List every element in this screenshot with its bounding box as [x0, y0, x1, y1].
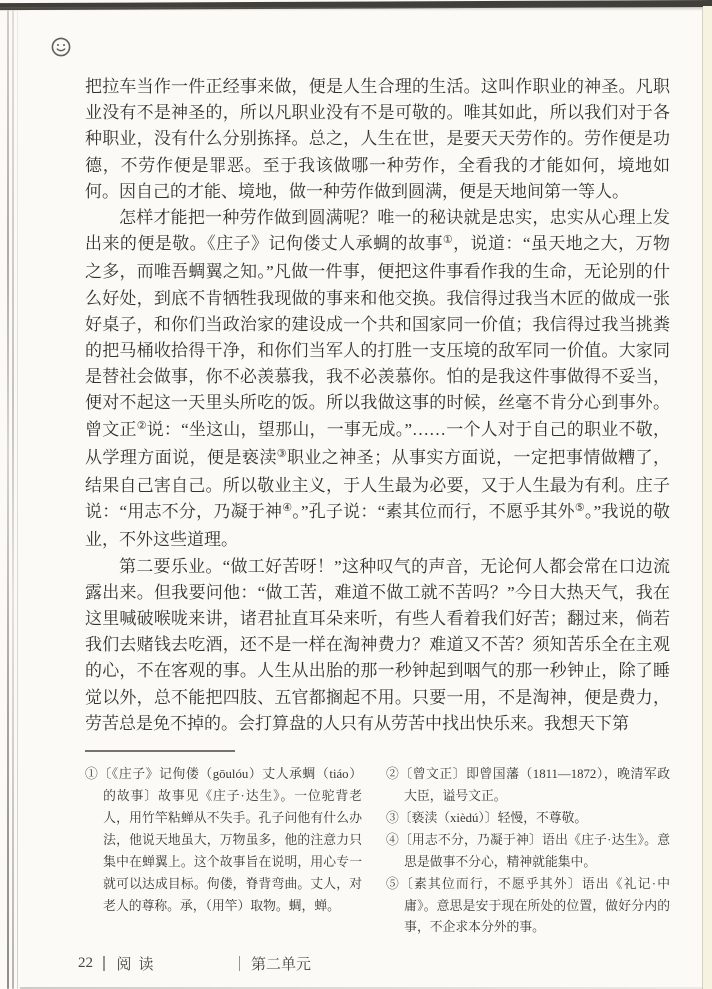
footnote-reference: ①	[442, 234, 454, 247]
text-run: ，说道：“虽天地之大，万物之多，而唯吾蜩翼之知。”凡做一件事，便把这件事看作我的生命，无论别的什么好处，到底不肯牺牲我现做的事来和他交换。我信得过我当木匠的做成一张好桌子，和你们当政治家的建设成一个共和国家同一价值；我信得过我当挑粪的把马桶收拾得干净，和你们当军人的打胜一支压境的敌军同一价值。大家同是替社会做事，你不必羡慕我，我不必羡慕你。怕的是我这件事做得不妥当，便对不起这一天里头所吃的饭。所以我做这事的时候，丝毫不肯分心到事外。曾文正	[85, 234, 671, 439]
scan-top-edge-shadow	[0, 7, 712, 11]
footnotes-right-column	[386, 764, 670, 939]
footnote-item: ③〔亵渎（xièdú）〕轻慢，不尊敬。	[386, 810, 588, 825]
footnote-item: ⑤〔素其位而行，不愿乎其外〕语出《礼记·中庸》。意思是安于现在所处的位置，做好分内的事，不企求本分外的事。	[386, 876, 670, 935]
footnote-reference: ⑤	[574, 502, 585, 515]
book-binding-edge	[12, 10, 14, 989]
text-run: 职业之神圣；从事实方面说，一定把事情做糟了，结果自己害自己。所以敬业主义，于人生最为必要，又于人生最为有利。庄子说：“用志不分，乃凝于神	[85, 447, 671, 522]
body-text	[85, 74, 670, 737]
footnote-reference: ④	[282, 502, 293, 515]
page-right-edge	[702, 7, 704, 989]
footer-divider	[239, 956, 241, 971]
scan-right-strip	[703, 6, 712, 989]
footnotes-left-column	[85, 764, 362, 939]
footer-unit-label: 第二单元	[251, 957, 312, 973]
text-run: 把拉车当作一件正经事来做，便是人生合理的生活。这叫作职业的神圣。凡职业没有不是神圣的，所以凡职业没有不是可敬的。唯其如此，所以我们对于各种职业，没有什么分别拣择。总之，人生在世，是要天天劳作的。劳作便是功德，不劳作便是罪恶。至于我该做哪一种劳作，全看我的才能如何，境地如何。因自己的才能、境地，做一种劳作做到圆满，便是天地间第一等人。	[85, 77, 670, 201]
footnote-reference: ②	[136, 419, 147, 432]
text-run: 。”孔子说：“素其位而行，不愿乎其外	[292, 502, 575, 522]
text-run: 怎样才能把一种劳作做到圆满呢？唯一的秘诀就是忠实，忠实从心理上发出来的便是敬。《庄子》记佝偻丈人承蜩的故事	[85, 208, 670, 254]
footnotes	[85, 764, 670, 939]
footnote-item: ①〔《庄子》记佝偻（gōulóu）丈人承蜩（tiáo）的故事〕故事见《庄子·达生》。一位驼背老人，用竹竿粘蝉从不失手。孔子问他有什么办法，他说天地虽大，万物虽多，他的注意力只集中在蝉翼上。这个故事旨在说明，用心专一就可以达成目标。佝偻，脊背弯曲。丈人，对老人的尊称。承，（用竿）取物。蜩，蝉。	[85, 767, 362, 913]
text-run: 。”我说的敬业，不外这些道理。	[85, 502, 671, 550]
text-run: 说：“坐这山，望那山，一事无成。”……一个人对于自己的职业不敬，从学理方面说，便是亵渎	[85, 419, 671, 467]
smiley-face-icon	[50, 36, 72, 58]
page-number: 22	[78, 955, 93, 971]
footnote-reference: ③	[276, 447, 287, 460]
book-binding-edge	[7, 10, 9, 989]
body-paragraph	[85, 74, 670, 205]
body-paragraph	[85, 554, 670, 737]
book-binding-edge	[17, 10, 18, 989]
body-paragraph	[85, 205, 670, 554]
footnote-item: ④〔用志不分，乃凝于神〕语出《庄子·达生》。意思是做事不分心，精神就能集中。	[386, 832, 670, 869]
page-footer	[78, 953, 311, 974]
footer-section-label: 阅读	[116, 957, 161, 973]
footer-divider	[103, 956, 105, 971]
text-run: 第二要乐业。“做工好苦呀！”这种叹气的声音，无论何人都会常在口边流露出来。但我要问他：“做工苦，难道不做工就不苦吗？”今日大热天气，我在这里喊破喉咙来讲，诸君扯直耳朵来听，有些人看着我们好苦；翻过来，倘若我们去赌钱去吃酒，还不是一样在淘神费力？难道又不苦？须知苦乐全在主观的心，不在客观的事。人生从出胎的那一秒钟起到咽气的那一秒钟止，除了睡觉以外，总不能把四肢、五官都搁起不用。只要一用，不是淘神，便是费力，劳苦总是免不掉的。会打算盘的人只有从劳苦中找出快乐来。我想天下第	[85, 556, 670, 733]
footnote-item: ②〔曾文正〕即曾国藩（1811—1872），晚清军政大臣，谥号文正。	[386, 767, 670, 803]
page-content	[85, 74, 670, 939]
footnote-separator	[85, 750, 235, 752]
